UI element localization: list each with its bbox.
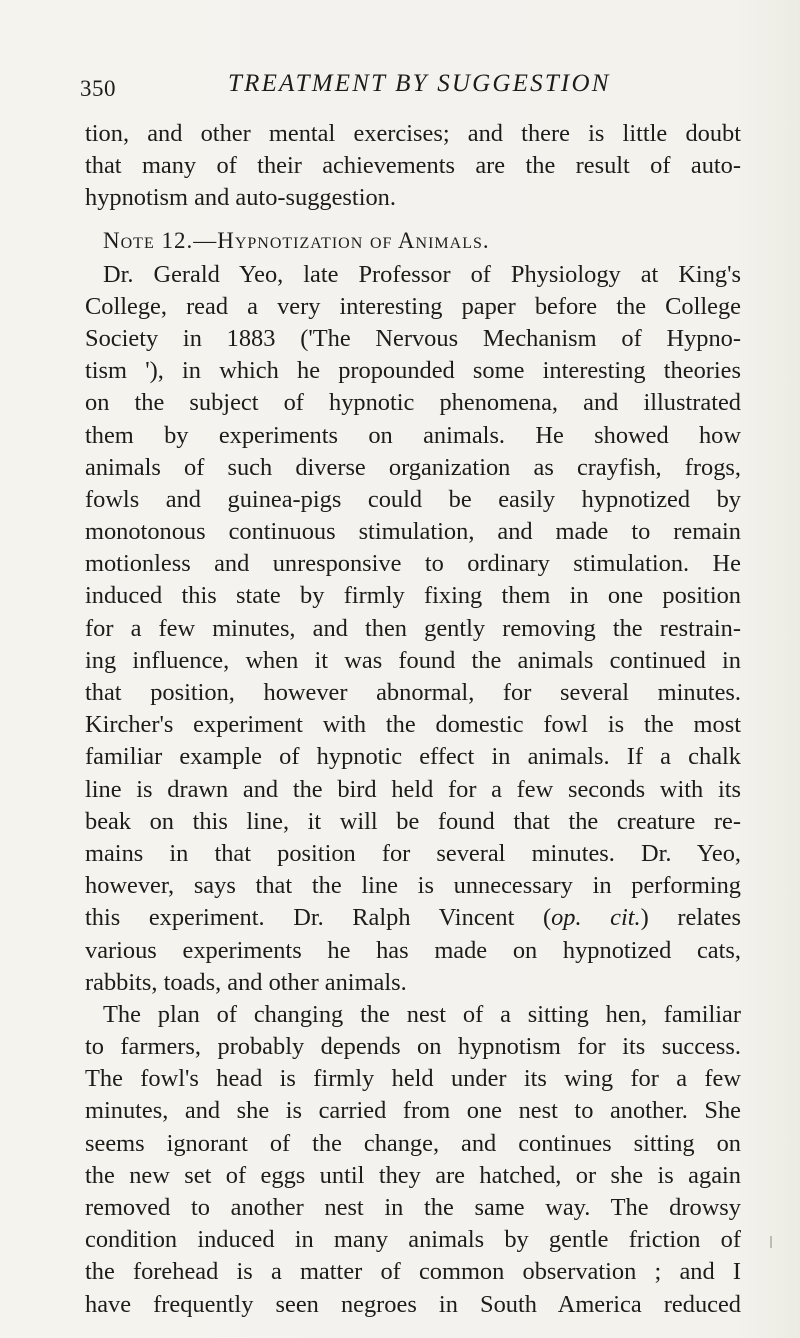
text-line: ing influence, when it was found the animals continued in bbox=[85, 646, 741, 674]
text-line: for a few minutes, and then gently removing the restrain- bbox=[85, 614, 741, 642]
text-line: tism '), in which he propounded some interesting theories bbox=[85, 357, 741, 385]
text-line: to farmers, probably depends on hypnotism for its success. bbox=[85, 1033, 741, 1061]
text-line: minutes, and she is carried from one nest to another. She bbox=[85, 1097, 741, 1125]
text-segment: ) relates bbox=[640, 904, 741, 932]
text-line: fowls and guinea-pigs could be easily hypnotized by bbox=[85, 485, 741, 513]
text-line: however, says that the line is unnecessary in performing bbox=[85, 872, 741, 900]
text-line: the new set of eggs until they are hatched, or she is again bbox=[85, 1161, 741, 1189]
text-line: induced this state by firmly fixing them in one position bbox=[85, 582, 741, 610]
text-line: The plan of changing the nest of a sitting hen, familiar bbox=[103, 1000, 741, 1028]
text-line: the forehead is a matter of common observation ; and I bbox=[85, 1258, 741, 1286]
text-line bbox=[85, 902, 741, 934]
text-line: line is drawn and the bird held for a few seconds with its bbox=[85, 775, 741, 803]
text-line: them by experiments on animals. He showed how bbox=[85, 421, 741, 449]
note-heading: Note 12.—Hypnotization of Animals. bbox=[103, 227, 490, 253]
page-body bbox=[85, 118, 741, 1321]
paragraph bbox=[85, 118, 741, 215]
page-header bbox=[80, 68, 740, 108]
text-line: monotonous continuous stimulation, and made to remain bbox=[85, 518, 741, 546]
text-line: The fowl's head is firmly held under its wing for a few bbox=[85, 1065, 741, 1093]
text-line: that many of their achievements are the result of auto- bbox=[85, 152, 741, 180]
page-number: 350 bbox=[80, 76, 116, 101]
running-head: TREATMENT BY SUGGESTION bbox=[228, 70, 611, 97]
citation-italic: op. cit. bbox=[551, 904, 641, 932]
text-line: beak on this line, it will be found that the creature re- bbox=[85, 807, 741, 835]
text-line: have frequently seen negroes in South America reduced bbox=[85, 1290, 741, 1318]
text-line: familiar example of hypnotic effect in animals. If a chalk bbox=[85, 743, 741, 771]
text-line: Dr. Gerald Yeo, late Professor of Physiology at King's bbox=[103, 260, 741, 288]
text-line: mains in that position for several minutes. Dr. Yeo, bbox=[85, 839, 741, 867]
text-line: animals of such diverse organization as crayfish, frogs, bbox=[85, 453, 741, 481]
text-line: condition induced in many animals by gentle friction of bbox=[85, 1226, 741, 1254]
paragraph bbox=[85, 999, 741, 1321]
text-line: removed to another nest in the same way. The drowsy bbox=[85, 1194, 741, 1221]
text-line: seems ignorant of the change, and continues sitting on bbox=[85, 1129, 741, 1157]
text-line: Kircher's experiment with the domestic fowl is the most bbox=[85, 711, 741, 739]
text-line: rabbits, toads, and other animals. bbox=[85, 968, 407, 996]
paragraph bbox=[85, 259, 741, 999]
text-line: motionless and unresponsive to ordinary stimulation. He bbox=[85, 550, 741, 578]
text-line: various experiments he has made on hypnotized cats, bbox=[85, 936, 741, 964]
text-line: Society in 1883 ('The Nervous Mechanism of Hypno- bbox=[85, 324, 741, 352]
text-line: on the subject of hypnotic phenomena, and illustrated bbox=[85, 389, 741, 417]
text-line: tion, and other mental exercises; and there is little doubt bbox=[85, 120, 741, 147]
paper-speck bbox=[770, 1236, 772, 1248]
text-line: hypnotism and auto-suggestion. bbox=[85, 184, 396, 212]
text-line: that position, however abnormal, for several minutes. bbox=[85, 679, 741, 706]
text-line: College, read a very interesting paper before the College bbox=[85, 292, 741, 320]
text-segment: this experiment. Dr. Ralph Vincent ( bbox=[85, 904, 552, 932]
